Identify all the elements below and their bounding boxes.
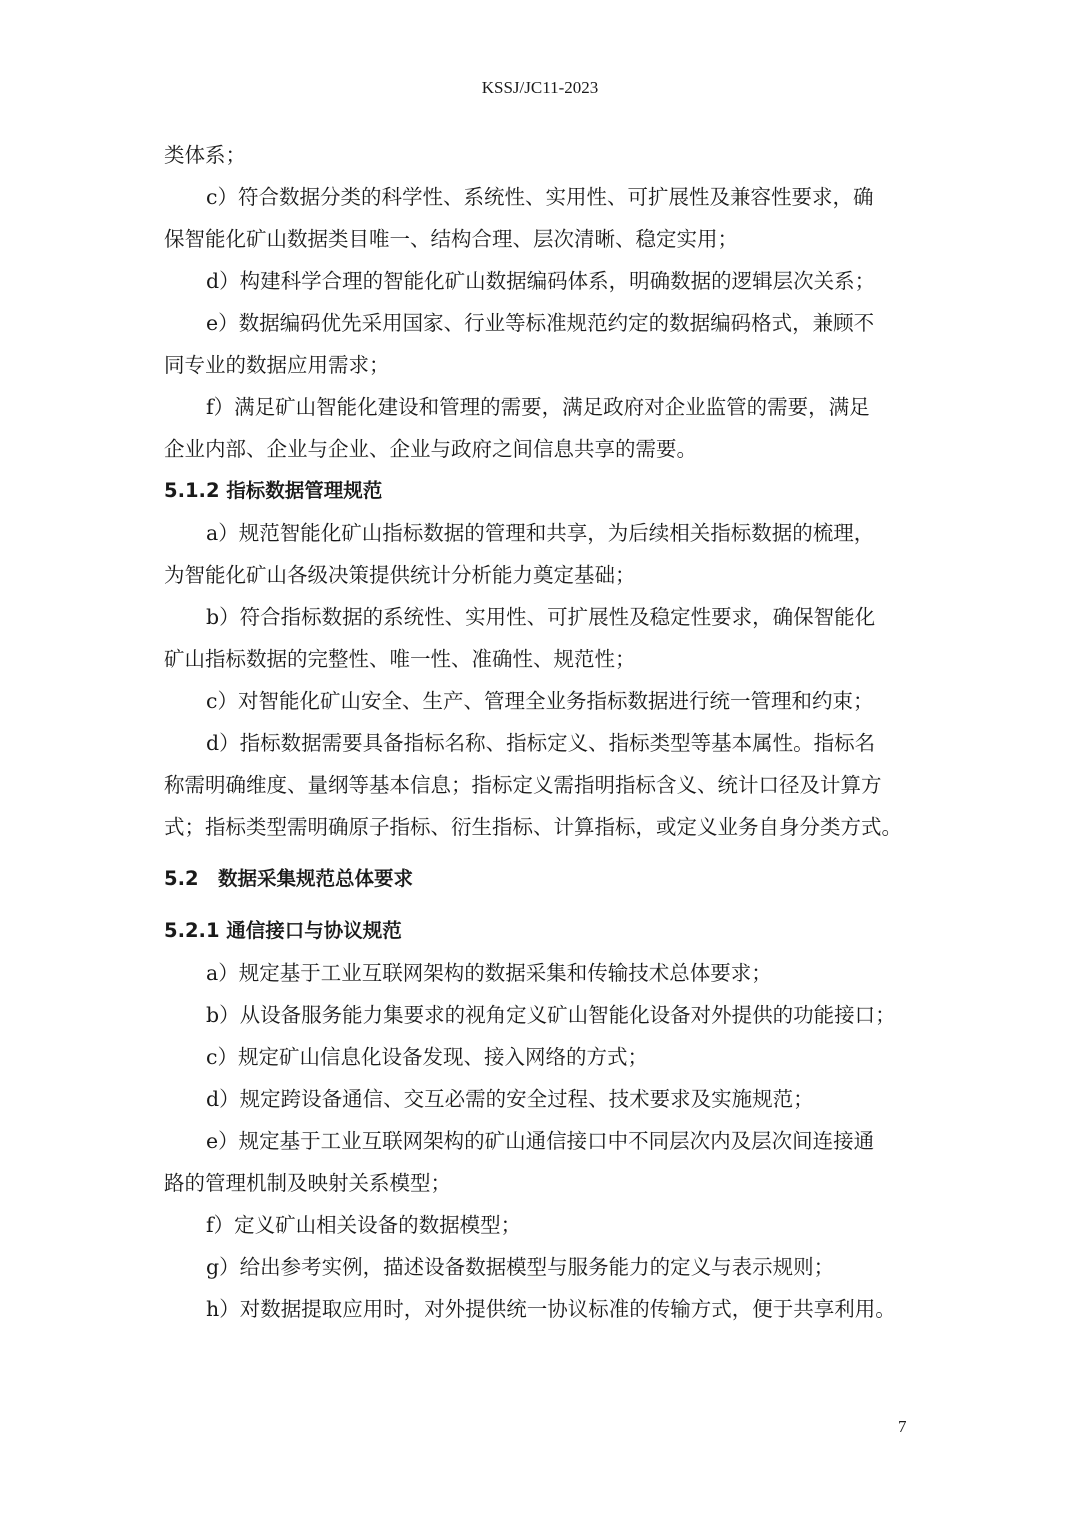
paragraph-continuation-line: 同专业的数据应用需求； (164, 353, 390, 377)
section-gap (164, 848, 924, 858)
section-heading: 5.1.2 指标数据管理规范 (164, 479, 383, 502)
paragraph-continuation-line: 矿山指标数据的完整性、唯一性、准确性、规范性； (164, 647, 636, 671)
paragraph-line: h）对数据提取应用时，对外提供统一协议标准的传输方式，便于共享利用。 (206, 1297, 896, 1321)
paragraph-continuation-line: 企业内部、企业与企业、企业与政府之间信息共享的需要。 (164, 437, 697, 461)
section-heading: 5.2 数据采集规范总体要求 (164, 867, 414, 890)
section-gap (164, 900, 924, 910)
paragraph-continuation-line: 保智能化矿山数据类目唯一、结构合理、层次清晰、稳定实用； (164, 227, 738, 251)
paragraph-line: f）定义矿山相关设备的数据模型； (206, 1213, 522, 1237)
paragraph-line: d）构建科学合理的智能化矿山数据编码体系，明确数据的逻辑层次关系； (206, 269, 876, 293)
paragraph-line: g）给出参考实例，描述设备数据模型与服务能力的定义与表示规则； (206, 1255, 835, 1279)
paragraph-line: d）规定跨设备通信、交互必需的安全过程、技术要求及实施规范； (206, 1087, 814, 1111)
paragraph-continuation-line: 式；指标类型需明确原子指标、衍生指标、计算指标，或定义业务自身分类方式。 (164, 815, 902, 839)
paragraph-line: b）从设备服务能力集要求的视角定义矿山智能化设备对外提供的功能接口； (206, 1003, 896, 1027)
paragraph-line: b）符合指标数据的系统性、实用性、可扩展性及稳定性要求，确保智能化 (206, 605, 876, 629)
paragraph-line: c）对智能化矿山安全、生产、管理全业务指标数据进行统一管理和约束； (206, 689, 874, 713)
section-heading: 5.2.1 通信接口与协议规范 (164, 919, 402, 942)
paragraph-line: e）规定基于工业互联网架构的矿山通信接口中不同层次内及层次间连接通 (206, 1129, 875, 1153)
paragraph-continuation-line: 为智能化矿山各级决策提供统计分析能力奠定基础； (164, 563, 636, 587)
paragraph-continuation-line: 类体系； (164, 143, 246, 167)
page-number: 7 (898, 1417, 907, 1436)
paragraph-line: c）符合数据分类的科学性、系统性、实用性、可扩展性及兼容性要求，确 (206, 185, 874, 209)
paragraph-line: f）满足矿山智能化建设和管理的需要，满足政府对企业监管的需要，满足 (206, 395, 870, 419)
paragraph-continuation-line: 路的管理机制及映射关系模型； (164, 1171, 451, 1195)
paragraph-continuation-line: 称需明确维度、量纲等基本信息；指标定义需指明指标含义、统计口径及计算方 (164, 773, 882, 797)
paragraph-line: c）规定矿山信息化设备发现、接入网络的方式； (206, 1045, 648, 1069)
paragraph-line: e）数据编码优先采用国家、行业等标准规范约定的数据编码格式，兼顾不 (206, 311, 875, 335)
document-code: KSSJ/JC11-2023 (481, 78, 599, 97)
page-body (164, 134, 924, 1330)
paragraph-line: a）规定基于工业互联网架构的数据采集和传输技术总体要求； (206, 961, 772, 985)
paragraph-line: d）指标数据需要具备指标名称、指标定义、指标类型等基本属性。指标名 (206, 731, 876, 755)
paragraph-line: a）规范智能化矿山指标数据的管理和共享，为后续相关指标数据的梳理， (206, 521, 875, 545)
